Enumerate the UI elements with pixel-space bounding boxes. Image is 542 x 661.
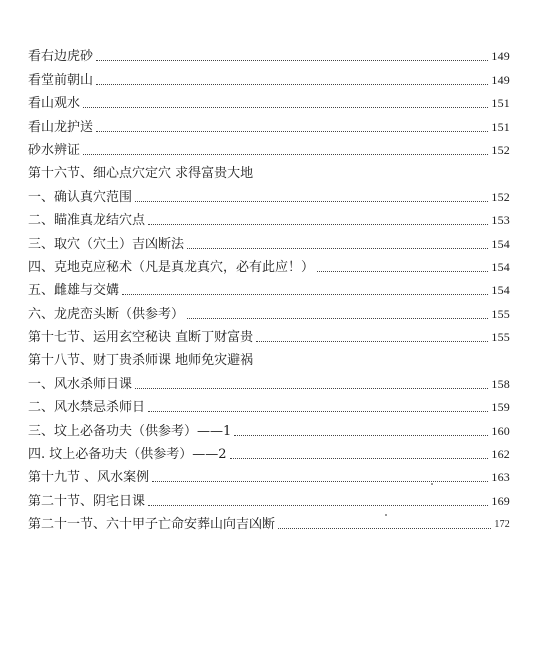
dot-leader [135, 388, 488, 389]
table-of-contents [28, 41, 510, 532]
toc-entry-page: 163 [491, 470, 510, 485]
toc-entry [28, 252, 510, 275]
toc-entry-page: 152 [491, 189, 510, 204]
toc-entry-title: 看右边虎砂 [28, 49, 94, 65]
toc-section-heading [28, 345, 510, 368]
toc-entry-title: 第十九节 、风水案例 [28, 470, 150, 486]
toc-heading-title: 第十八节、财丁贵杀师课 地师免灾避祸 [28, 353, 254, 369]
toc-entry [28, 41, 510, 64]
toc-entry-title: 看山龙护送 [28, 119, 94, 135]
toc-entry-page: 154 [491, 236, 510, 251]
dot-leader [152, 481, 488, 482]
toc-entry-page: 149 [491, 49, 510, 64]
toc-entry-page: 152 [491, 142, 510, 157]
toc-entry [28, 205, 510, 228]
toc-entry-title: 三、取穴（穴土）吉凶断法 [28, 236, 185, 252]
toc-section-heading [28, 158, 510, 181]
dot-leader [187, 248, 488, 249]
dot-leader [256, 341, 488, 342]
toc-entry [28, 509, 510, 532]
toc-entry [28, 181, 510, 204]
toc-entry-title: 一、风水杀师日课 [28, 376, 133, 392]
toc-entry [28, 485, 510, 508]
dot-leader [96, 84, 488, 85]
dot-leader [317, 271, 488, 272]
dot-leader [187, 318, 488, 319]
toc-entry [28, 228, 510, 251]
dot-leader [96, 60, 488, 61]
toc-entry-title: 第二十一节、六十甲子亡命安葬山向吉凶断 [28, 517, 276, 533]
toc-entry-title: 第二十节、阴宅日课 [28, 493, 146, 509]
dot-leader [83, 107, 488, 108]
toc-entry [28, 111, 510, 134]
toc-entry-page: 154 [491, 283, 510, 298]
toc-entry-page: 160 [491, 423, 510, 438]
dot-leader [148, 411, 488, 412]
toc-entry [28, 462, 510, 485]
toc-entry-title: 二、风水禁忌杀师日 [28, 400, 146, 416]
toc-entry-title: 二、瞄准真龙结穴点 [28, 213, 146, 229]
toc-entry-page: 154 [491, 259, 510, 274]
toc-entry-page: 155 [491, 306, 510, 321]
toc-entry-page: 159 [491, 400, 510, 415]
toc-entry-title: 第十七节、运用玄空秘诀 直断丁财富贵 [28, 330, 254, 346]
toc-entry-page: 169 [491, 493, 510, 508]
toc-entry-title: 四、克地克应秘术（凡是真龙真穴，必有此应！） [28, 259, 315, 275]
toc-entry-page: 149 [491, 72, 510, 87]
toc-entry-title: 四. 坟上必备功夫（供参考）——2 [28, 447, 227, 463]
toc-entry-page: 151 [491, 96, 510, 111]
toc-entry [28, 439, 510, 462]
toc-entry-title: 五、雌雄与交媾 [28, 283, 120, 299]
dot-leader [234, 435, 488, 436]
dot-leader [148, 224, 488, 225]
toc-entry [28, 322, 510, 345]
toc-entry-title: 看堂前朝山 [28, 72, 94, 88]
toc-entry [28, 415, 510, 438]
dot-leader [278, 528, 491, 529]
toc-entry [28, 392, 510, 415]
toc-entry-page: 151 [491, 119, 510, 134]
toc-entry-page: 158 [491, 376, 510, 391]
toc-entry-page: 162 [491, 447, 510, 462]
toc-entry-page: 153 [491, 213, 510, 228]
dot-leader [230, 458, 489, 459]
toc-entry [28, 275, 510, 298]
toc-entry-title: 一、确认真穴范围 [28, 189, 133, 205]
toc-entry-page: 172 [494, 519, 510, 531]
toc-entry [28, 368, 510, 391]
toc-entry [28, 64, 510, 87]
dot-leader [83, 154, 488, 155]
toc-entry-title: 砂水辨证 [28, 142, 81, 158]
toc-heading-title: 第十六节、细心点穴定穴 求得富贵大地 [28, 166, 254, 182]
dot-leader [135, 201, 488, 202]
dot-leader [96, 131, 488, 132]
toc-entry-page: 155 [491, 330, 510, 345]
dot-leader [122, 294, 488, 295]
toc-entry-title: 六、龙虎峦头断（供参考） [28, 306, 185, 322]
dot-leader [148, 505, 488, 506]
toc-entry-title: 三、坟上必备功夫（供参考）——1 [28, 423, 232, 439]
toc-entry [28, 135, 510, 158]
toc-entry-title: 看山观水 [28, 96, 81, 112]
toc-entry [28, 88, 510, 111]
scan-speck [385, 514, 387, 516]
scan-speck [431, 483, 433, 485]
toc-entry [28, 298, 510, 321]
